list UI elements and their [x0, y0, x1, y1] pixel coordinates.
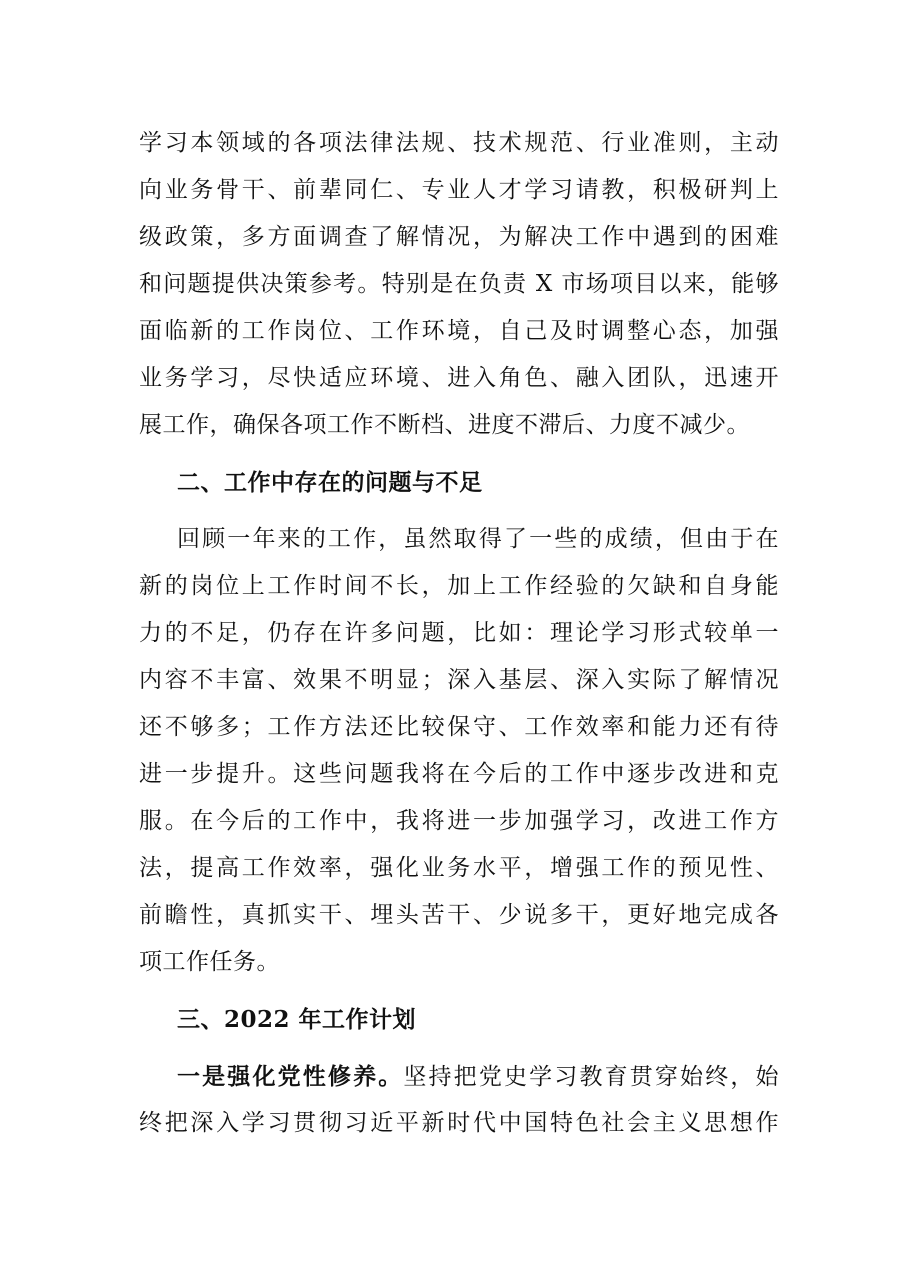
text-line: 终把深入学习贯彻习近平新时代中国特色社会主义思想作 [139, 1110, 779, 1136]
text-line: 回顾一年来的工作，虽然取得了一些的成绩，但由于在 [177, 526, 779, 552]
paragraph-plan [139, 1053, 779, 1147]
spacer [139, 1043, 779, 1053]
text-line: 内容不丰富、效果不明显；深入基层、深入实际了解情况 [139, 667, 779, 693]
text-line: 业务学习，尽快适应环境、进入角色、融入团队，迅速开 [139, 365, 779, 391]
text-line: 向业务骨干、前辈同仁、专业人才学习请教，积极研判上 [139, 177, 779, 203]
paragraph-problems [139, 516, 779, 986]
point-lead: 一是强化党性修养。 [177, 1063, 404, 1090]
text-line: 前瞻性，真抓实干、埋头苦干、少说多干，更好地完成各 [139, 902, 779, 928]
text-line [139, 1053, 779, 1100]
section-heading-plan: 三、2022 年工作计划 [177, 1006, 417, 1033]
point-text: 坚持把党史学习教育贯穿始终，始 [403, 1064, 780, 1090]
text-line: 和问题提供决策参考。特别是在负责 X 市场项目以来，能够 [139, 271, 779, 297]
spacer [139, 449, 779, 459]
text-line: 新的岗位上工作时间不长，加上工作经验的欠缺和自身能 [139, 573, 779, 599]
text-line: 级政策，多方面调查了解情况，为解决工作中遇到的困难 [139, 224, 779, 250]
text-line: 展工作，确保各项工作不断档、进度不滞后、力度不减少。 [139, 412, 750, 438]
text-line: 法，提高工作效率，强化业务水平，增强工作的预见性、 [139, 855, 779, 881]
document-body [139, 120, 779, 1147]
text-line: 学习本领域的各项法律法规、技术规范、行业准则，主动 [139, 130, 779, 156]
text-line: 还不够多；工作方法还比较保守、工作效率和能力还有待 [139, 714, 779, 740]
text-line: 力的不足，仍存在许多问题，比如：理论学习形式较单一 [139, 620, 779, 646]
text-line: 项工作任务。 [139, 949, 280, 975]
section-heading-problems: 二、工作中存在的问题与不足 [177, 469, 483, 496]
text-line: 进一步提升。这些问题我将在今后的工作中逐步改进和克 [139, 761, 779, 787]
spacer [139, 986, 779, 996]
text-line: 面临新的工作岗位、工作环境，自己及时调整心态，加强 [139, 318, 779, 344]
paragraph-study [139, 120, 779, 449]
spacer [139, 506, 779, 516]
text-line: 服。在今后的工作中，我将进一步加强学习，改进工作方 [139, 808, 779, 834]
